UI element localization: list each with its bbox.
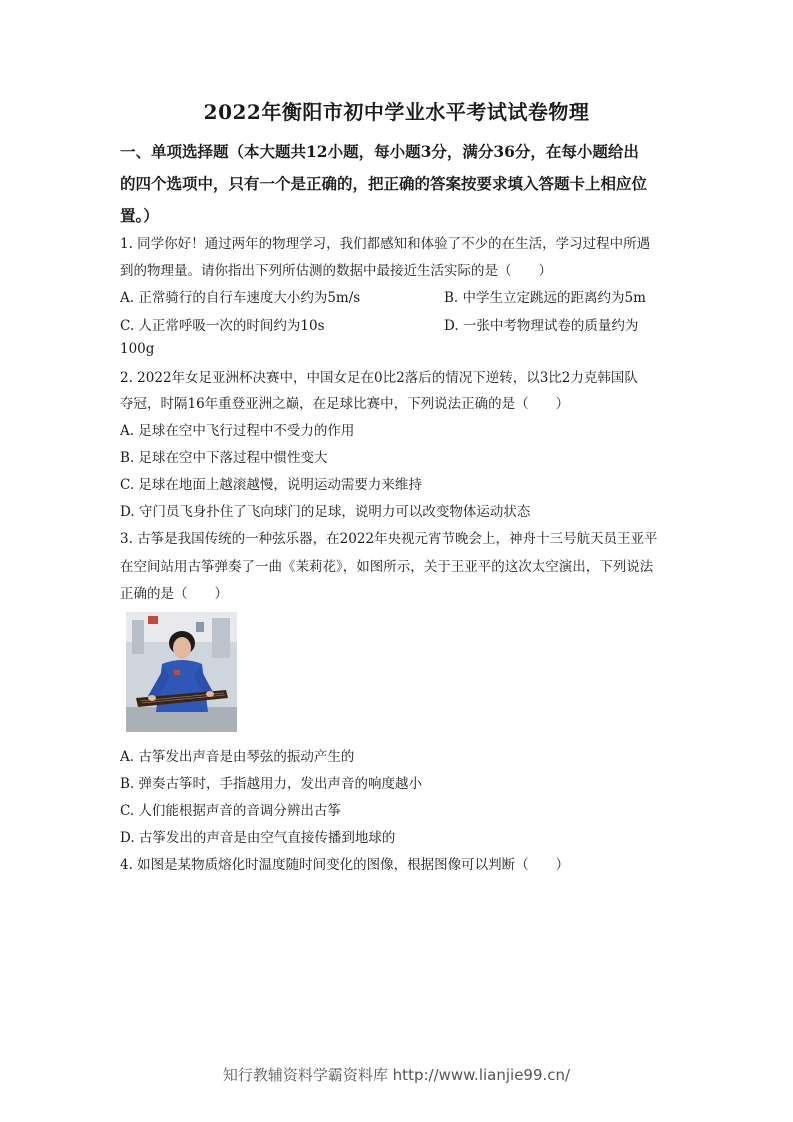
q3-option-a: A. 古筝发出声音是由琴弦的振动产生的	[120, 749, 355, 765]
q2-option-b: B. 足球在空中下落过程中惯性变大	[120, 450, 328, 466]
q2-option-d: D. 守门员飞身扑住了飞向球门的足球，说明力可以改变物体运动状态	[120, 504, 531, 520]
q3-option-b: B. 弹奏古筝时，手指越用力，发出声音的响度越小	[120, 776, 423, 792]
q3-option-c: C. 人们能根据声音的音调分辨出古筝	[120, 803, 341, 819]
q3-stem-line: 正确的是（ ）	[120, 586, 228, 602]
astronaut-illustration	[126, 612, 237, 732]
q1-option-c: C. 人正常呼吸一次的时间约为10s	[120, 318, 325, 334]
section-heading	[120, 136, 680, 232]
q1-option-b: B. 中学生立定跳远的距离约为5m	[444, 290, 646, 306]
footer-watermark: 知行教辅资料学霸资料库 http://www.lianjie99.cn/	[222, 1066, 571, 1084]
section-heading-line: 一、单项选择题（本大题共12小题，每小题3分，满分36分，在每小题给出	[120, 142, 639, 161]
q4-stem-line: 4. 如图是某物质熔化时温度随时间变化的图像，根据图像可以判断（ ）	[120, 857, 570, 873]
q2-stem-line: 夺冠，时隔16年重登亚洲之巅，在足球比赛中，下列说法正确的是（ ）	[120, 396, 570, 412]
q1-option-d-continued: 100g	[120, 341, 155, 357]
q1-stem-line: 1. 同学你好！通过两年的物理学习，我们都感知和体验了不少的在生活，学习过程中所遇	[120, 236, 651, 252]
q2-option-a: A. 足球在空中飞行过程中不受力的作用	[120, 423, 355, 439]
q2-option-c: C. 足球在地面上越滚越慢，说明运动需要力来维持	[120, 477, 422, 493]
q1-option-a: A. 正常骑行的自行车速度大小约为5m/s	[120, 290, 361, 306]
exam-title: 2022年衡阳市初中学业水平考试试卷物理	[203, 100, 590, 124]
q3-stem-line: 3. 古筝是我国传统的一种弦乐器，在2022年央视元宵节晚会上，神舟十三号航天员王亚平	[120, 531, 658, 547]
section-heading-line: 置。）	[120, 206, 159, 225]
q1-stem-line: 到的物理量。请你指出下列所估测的数据中最接近生活实际的是（ ）	[120, 263, 552, 279]
section-heading-line: 的四个选项中，只有一个是正确的，把正确的答案按要求填入答题卡上相应位	[120, 174, 648, 193]
q1-option-d: D. 一张中考物理试卷的质量约为	[444, 318, 639, 334]
q3-stem-line: 在空间站用古筝弹奏了一曲《茉莉花》，如图所示，关于王亚平的这次太空演出，下列说法	[120, 559, 654, 575]
guzheng-astronaut-photo	[126, 612, 237, 732]
q3-option-d: D. 古筝发出的声音是由空气直接传播到地球的	[120, 830, 396, 846]
q2-stem-line: 2. 2022年女足亚洲杯决赛中，中国女足在0比2落后的情况下逆转，以3比2力克韩国队	[120, 370, 638, 386]
